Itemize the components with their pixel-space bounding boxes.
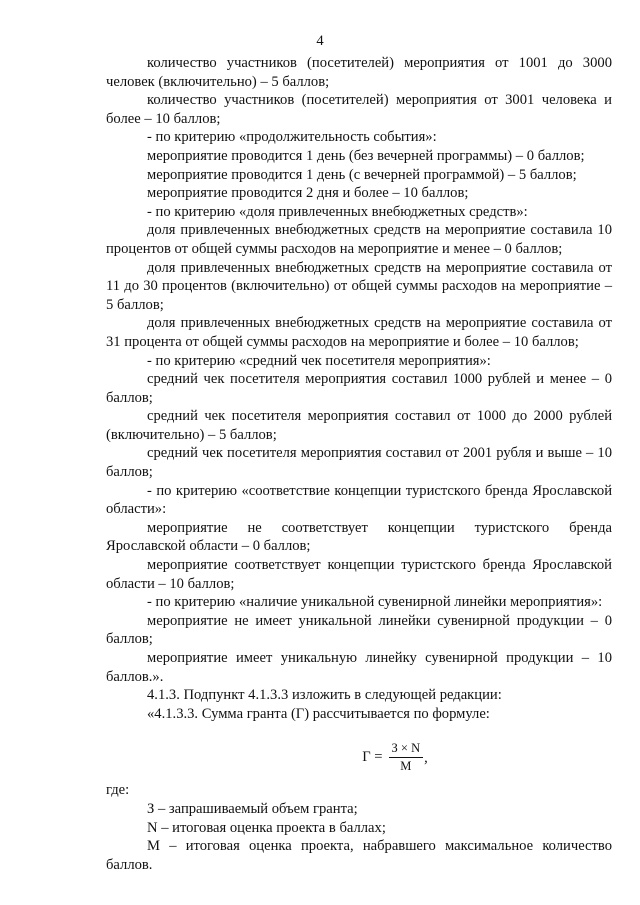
- paragraph: - по критерию «средний чек посетителя мероприятия»:: [147, 352, 491, 369]
- paragraph: доля привлеченных внебюджетных средств на мероприятие составила 10 процентов от общей суммы расходов на мероприятие и менее – 0 баллов;: [106, 222, 612, 257]
- formula-denominator: М: [400, 758, 412, 773]
- paragraph: - по критерию «продолжительность события»:: [147, 129, 437, 146]
- paragraph: - по критерию «наличие уникальной сувенирной линейки мероприятия»:: [147, 594, 603, 611]
- paragraph: мероприятие не соответствует концепции туристского бренда Ярославской области – 0 баллов;: [106, 519, 612, 555]
- paragraph: мероприятие проводится 2 дня и более – 10 баллов;: [147, 185, 469, 202]
- paragraph: количество участников (посетителей) мероприятия от 1001 до 3000 человек (включительно) – 5 баллов;: [106, 55, 612, 90]
- paragraph: доля привлеченных внебюджетных средств на мероприятие составила от 11 до 30 процентов (включительно) от общей суммы расходов на мероприятие – 5 баллов;: [106, 259, 612, 313]
- paragraph: средний чек посетителя мероприятия составил от 1000 до 2000 рублей (включительно) – 5 баллов;: [106, 408, 612, 443]
- formula-comma: ,: [424, 749, 428, 766]
- page-number: 4: [316, 33, 324, 49]
- where-label: где:: [106, 782, 130, 799]
- paragraph: мероприятие имеет уникальную линейку сувенирной продукции – 10 баллов.».: [106, 650, 612, 685]
- paragraph: средний чек посетителя мероприятия составил 1000 рублей и менее – 0 баллов;: [106, 371, 612, 406]
- paragraph: - по критерию «доля привлеченных внебюджетных средств»:: [147, 203, 528, 220]
- paragraph: мероприятие не имеет уникальной линейки сувенирной продукции – 0 баллов;: [106, 612, 612, 648]
- paragraph: доля привлеченных внебюджетных средств на мероприятие составила от 31 процента от общей суммы расходов на мероприятие и более – 10 баллов;: [106, 315, 612, 350]
- paragraph: мероприятие соответствует концепции туристского бренда Ярославской области – 10 баллов;: [106, 557, 612, 592]
- paragraph: мероприятие проводится 1 день (без вечерней программы) – 0 баллов;: [147, 147, 585, 164]
- definition-item: N – итоговая оценка проекта в баллах;: [147, 819, 386, 836]
- grant-formula: [178, 735, 612, 779]
- paragraph: мероприятие проводится 1 день (с вечерней программой) – 5 баллов;: [147, 166, 577, 183]
- paragraph: - по критерию «соответствие концепции туристского бренда Ярославской области»:: [106, 482, 612, 518]
- paragraph: 4.1.3. Подпункт 4.1.3.3 изложить в следующей редакции:: [147, 687, 502, 704]
- formula-lhs: Г =: [362, 749, 383, 766]
- document-body: [106, 54, 612, 874]
- formula-numerator: З × N: [389, 741, 424, 758]
- formula-fraction: [389, 741, 424, 774]
- definition-item: М – итоговая оценка проекта, набравшего максимальное количество баллов.: [106, 838, 612, 873]
- definition-item: З – запрашиваемый объем гранта;: [147, 800, 358, 817]
- paragraph: «4.1.3.3. Сумма гранта (Г) рассчитывается по формуле:: [147, 705, 490, 722]
- paragraph: количество участников (посетителей) мероприятия от 3001 человека и более – 10 баллов;: [106, 92, 612, 127]
- paragraph: средний чек посетителя мероприятия составил от 2001 рубля и выше – 10 баллов;: [106, 445, 612, 481]
